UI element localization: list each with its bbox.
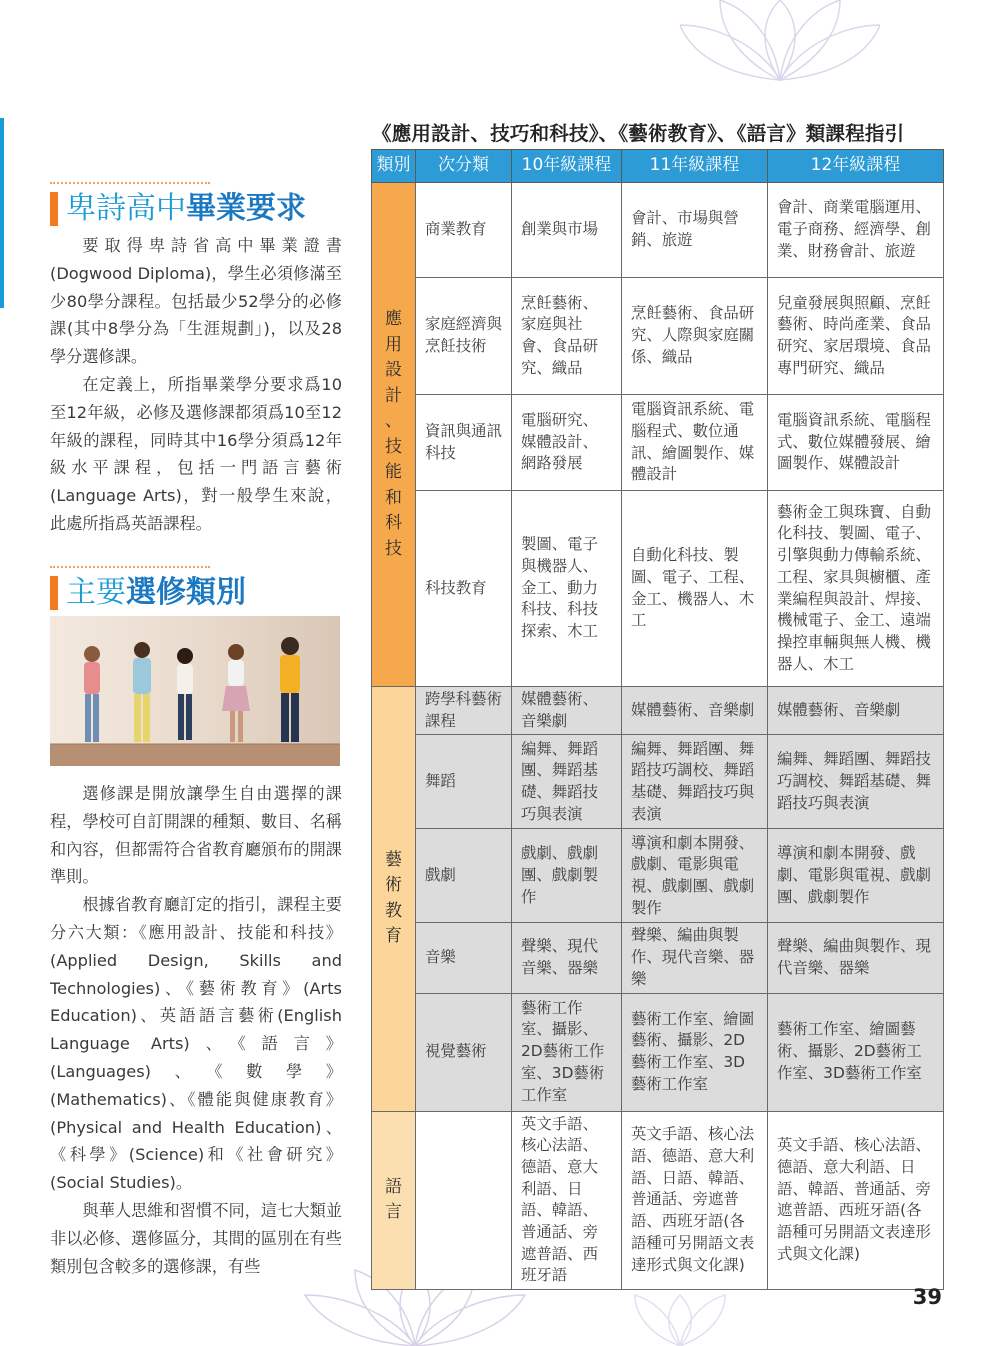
table-row xyxy=(372,687,944,735)
table-row xyxy=(372,1111,944,1290)
heading-dotted-rule xyxy=(50,566,210,568)
section-heading-electives xyxy=(50,566,340,612)
grade10-cell: 創業與市場 xyxy=(512,183,622,278)
column-header: 類別 xyxy=(372,150,416,183)
grade10-cell: 藝術工作室、攝影、2D藝術工作室、3D藝術工作室 xyxy=(512,993,622,1111)
column-header: 11年級課程 xyxy=(622,150,768,183)
category-label: 藝 術 教 育 xyxy=(385,849,402,947)
column-header: 10年級課程 xyxy=(512,150,622,183)
grade12-cell: 媒體藝術、音樂劇 xyxy=(768,687,944,735)
paragraph: 在定義上，所指畢業學分要求爲10至12年級，必修及選修課都須爲10至12年級的課程，同時其中16學分須爲12年級水平課程，包括一門語言藝術(Language Arts)，對一般學生來說，此處所指爲英語課程。 xyxy=(50,374,342,533)
grade12-cell: 編舞、舞蹈團、舞蹈技巧調校、舞蹈基礎、舞蹈技巧與表演 xyxy=(768,735,944,829)
paragraph: 選修課是開放讓學生自由選擇的課程，學校可自訂開課的種類、數目、名稱和內容，但都需符合省教育廳頒布的開課準則。 xyxy=(50,784,342,887)
heading-thin-text: 主要 xyxy=(66,575,126,610)
table-row xyxy=(372,278,944,395)
subcategory-cell: 商業教育 xyxy=(416,183,512,278)
grade12-cell: 藝術金工與珠寶、自動化科技、製圖、電子、引擎與動力傳輸系統、工程、家具與櫥櫃、產業編程與設計、焊接、機械電子、金工、遠端操控車輛與無人機、機器人、木工 xyxy=(768,491,944,687)
top-mandala-decoration xyxy=(680,0,880,85)
table-title: 《應用設計、技巧和科技》、《藝術教育》、《語言》類課程指引 xyxy=(372,122,905,145)
grade11-cell: 聲樂、編曲與製作、現代音樂、器樂 xyxy=(622,923,768,993)
subcategory-cell: 跨學科藝術課程 xyxy=(416,687,512,735)
table-row xyxy=(372,395,944,491)
subcategory-cell: 音樂 xyxy=(416,923,512,993)
category-cell xyxy=(372,183,416,687)
corner-mandala-decoration xyxy=(620,1290,740,1346)
grade12-cell: 藝術工作室、繪圖藝術、攝影、2D藝術工作室、3D藝術工作室 xyxy=(768,993,944,1111)
subcategory-cell: 科技教育 xyxy=(416,491,512,687)
grade10-cell: 編舞、舞蹈團、舞蹈基礎、舞蹈技巧與表演 xyxy=(512,735,622,829)
table-row xyxy=(372,735,944,829)
heading-marker xyxy=(50,192,58,226)
grade12-cell: 電腦資訊系統、電腦程式、數位媒體發展、繪圖製作、媒體設計 xyxy=(768,395,944,491)
grade10-cell: 電腦研究、媒體設計、網路發展 xyxy=(512,395,622,491)
grade12-cell: 英文手語、核心法語、德語、意大利語、日語、韓語、普通話、旁遮普語、西班牙語(各語種可另開語文表達形式與文化課) xyxy=(768,1111,944,1290)
category-cell xyxy=(372,1111,416,1290)
subcategory-cell: 資訊與通訊科技 xyxy=(416,395,512,491)
heading-bold-text: 畢業要求 xyxy=(186,191,306,226)
paragraph: 要取得卑詩省高中畢業證書(Dogwood Diploma)，學生必須修滿至少80學分課程。包括最少52學分的必修課(其中8學分為「生涯規劃」)，以及28學分選修課。 xyxy=(50,236,342,367)
left-edge-accent-bar xyxy=(0,118,4,308)
grade10-cell: 英文手語、核心法語、德語、意大利語、日語、韓語、普通話、旁遮普語、西班牙語 xyxy=(512,1111,622,1290)
paragraph: 與華人思維和習慣不同，這七大類並非以必修、選修區分，其間的區別在有些類別包含較多的選修課，有些 xyxy=(50,1200,342,1276)
table-row xyxy=(372,993,944,1111)
table-row xyxy=(372,491,944,687)
grade10-cell: 媒體藝術、音樂劇 xyxy=(512,687,622,735)
grade11-cell: 英文手語、核心法語、德語、意大利語、日語、韓語、普通話、旁遮普語、西班牙語(各語種可另開語文表達形式與文化課) xyxy=(622,1111,768,1290)
heading-marker xyxy=(50,576,58,610)
grade11-cell: 導演和劇本開發、戲劇、電影與電視、戲劇團、戲劇製作 xyxy=(622,829,768,923)
electives-body xyxy=(50,780,342,1280)
grade11-cell: 烹飪藝術、食品研究、人際與家庭關係、織品 xyxy=(622,278,768,395)
page-number: 39 xyxy=(912,1285,942,1309)
grade10-cell: 聲樂、現代音樂、器樂 xyxy=(512,923,622,993)
heading-dotted-rule xyxy=(50,182,210,184)
grade11-cell: 媒體藝術、音樂劇 xyxy=(622,687,768,735)
grade11-cell: 會計、市場與營銷、旅遊 xyxy=(622,183,768,278)
grade11-cell: 藝術工作室、繪圖藝術、攝影、2D藝術工作室、3D藝術工作室 xyxy=(622,993,768,1111)
heading-bold-text: 選修類別 xyxy=(126,575,246,610)
paragraph: 根據省教育廳訂定的指引，課程主要分六大類：《應用設計、技能和科技》(Applied Design, Skills and Technologies)、《藝術教育》(Arts Education)、英語語言藝術(English Language Arts)、《語言》(Languages)、《數學》(Mathematics)、《體能與健康教育》(Physical and Health Education)、《科學》(Science)和《社會研究》(Social Studies)。 xyxy=(50,895,342,1193)
section-heading-graduation xyxy=(50,182,340,228)
grade11-cell: 電腦資訊系統、電腦程式、數位通訊、繪圖製作、媒體設計 xyxy=(622,395,768,491)
category-label: 語 言 xyxy=(385,1176,402,1223)
grade11-cell: 自動化科技、製圖、電子、工程、金工、機器人、木工 xyxy=(622,491,768,687)
heading-thin-text: 卑詩高中 xyxy=(66,191,186,226)
subcategory-cell: 舞蹈 xyxy=(416,735,512,829)
subcategory-cell xyxy=(416,1111,512,1290)
grade10-cell: 戲劇、戲劇團、戲劇製作 xyxy=(512,829,622,923)
grade10-cell: 烹飪藝術、家庭與社會、食品研究、織品 xyxy=(512,278,622,395)
grade11-cell: 編舞、舞蹈團、舞蹈技巧調校、舞蹈基礎、舞蹈技巧與表演 xyxy=(622,735,768,829)
course-guide-table xyxy=(371,149,944,1290)
column-header: 12年級課程 xyxy=(768,150,944,183)
grade12-cell: 兒童發展與照顧、烹飪藝術、時尚產業、食品研究、家居環境、食品專門研究、織品 xyxy=(768,278,944,395)
table-row xyxy=(372,923,944,993)
subcategory-cell: 戲劇 xyxy=(416,829,512,923)
category-cell xyxy=(372,687,416,1112)
students-photo xyxy=(50,616,340,766)
grade12-cell: 聲樂、編曲與製作、現代音樂、器樂 xyxy=(768,923,944,993)
grade10-cell: 製圖、電子與機器人、金工、動力科技、科技探索、木工 xyxy=(512,491,622,687)
category-label: 應 用 設 計 、 技 能 和 科 技 xyxy=(385,309,402,559)
table-row xyxy=(372,829,944,923)
subcategory-cell: 視覺藝術 xyxy=(416,993,512,1111)
table-row xyxy=(372,183,944,278)
graduation-body xyxy=(50,232,342,538)
grade12-cell: 會計、商業電腦運用、電子商務、經濟學、創業、財務會計、旅遊 xyxy=(768,183,944,278)
subcategory-cell: 家庭經濟與烹飪技術 xyxy=(416,278,512,395)
grade12-cell: 導演和劇本開發、戲劇、電影與電視、戲劇團、戲劇製作 xyxy=(768,829,944,923)
table-header-row xyxy=(372,150,944,183)
column-header: 次分類 xyxy=(416,150,512,183)
